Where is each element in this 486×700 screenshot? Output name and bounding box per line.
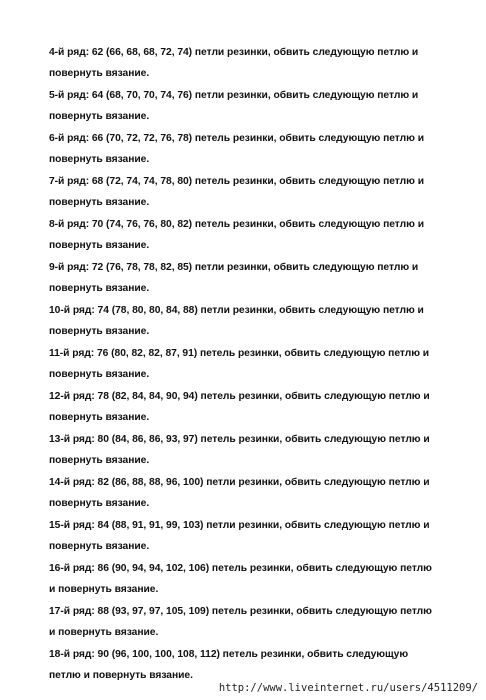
row-line-1: 12-й ряд: 78 (82, 84, 84, 90, 94) петель резинки, обвить следующую петлю и <box>49 391 430 402</box>
row-line-1: 15-й ряд: 84 (88, 91, 91, 99, 103) петли резинки, обвить следующую петлю и <box>49 520 430 531</box>
document-page <box>49 42 469 687</box>
instruction-row-15 <box>49 515 469 557</box>
row-line-2: повернуть вязание. <box>49 283 150 294</box>
row-line-2: повернуть вязание. <box>49 326 150 337</box>
instruction-row-4 <box>49 42 469 84</box>
row-line-2: и повернуть вязание. <box>49 627 159 638</box>
row-line-1: 5-й ряд: 64 (68, 70, 70, 74, 76) петли резинки, обвить следующую петлю и <box>49 90 419 101</box>
row-line-2: повернуть вязание. <box>49 455 150 466</box>
instruction-row-13 <box>49 429 469 471</box>
instruction-row-6 <box>49 128 469 170</box>
row-line-1: 13-й ряд: 80 (84, 86, 86, 93, 97) петель резинки, обвить следующую петлю и <box>49 434 430 445</box>
source-url: http://www.liveinternet.ru/users/4511209/ <box>218 682 478 694</box>
row-line-1: 4-й ряд: 62 (66, 68, 68, 72, 74) петли резинки, обвить следующую петлю и <box>49 47 419 58</box>
row-line-2: повернуть вязание. <box>49 68 150 79</box>
row-line-1: 10-й ряд: 74 (78, 80, 80, 84, 88) петли резинки, обвить следующую петлю и <box>49 305 424 316</box>
row-line-1: 17-й ряд: 88 (93, 97, 97, 105, 109) петель резинки, обвить следующую петлю <box>49 606 432 617</box>
row-line-2: и повернуть вязание. <box>49 584 159 595</box>
instruction-row-16 <box>49 558 469 600</box>
instruction-row-17 <box>49 601 469 643</box>
instruction-row-7 <box>49 171 469 213</box>
instruction-row-12 <box>49 386 469 428</box>
row-line-1: 11-й ряд: 76 (80, 82, 82, 87, 91) петель резинки, обвить следующую петлю и <box>49 348 430 359</box>
row-line-1: 7-й ряд: 68 (72, 74, 74, 78, 80) петель резинки, обвить следующую петлю и <box>49 176 424 187</box>
instruction-row-11 <box>49 343 469 385</box>
row-line-2: повернуть вязание. <box>49 498 150 509</box>
row-line-1: 16-й ряд: 86 (90, 94, 94, 102, 106) петель резинки, обвить следующую петлю <box>49 563 432 574</box>
row-line-1: 14-й ряд: 82 (86, 88, 88, 96, 100) петли резинки, обвить следующую петлю и <box>49 477 430 488</box>
instruction-row-18 <box>49 644 469 686</box>
row-line-2: повернуть вязание. <box>49 154 150 165</box>
instruction-row-9 <box>49 257 469 299</box>
row-line-1: 9-й ряд: 72 (76, 78, 78, 82, 85) петли резинки, обвить следующую петлю и <box>49 262 419 273</box>
instruction-row-10 <box>49 300 469 342</box>
row-line-2: повернуть вязание. <box>49 369 150 380</box>
row-line-1: 6-й ряд: 66 (70, 72, 72, 76, 78) петель резинки, обвить следующую петлю и <box>49 133 424 144</box>
row-line-2: петлю и повернуть вязание. <box>49 670 193 681</box>
instruction-row-8 <box>49 214 469 256</box>
row-line-1: 8-й ряд: 70 (74, 76, 76, 80, 82) петель резинки, обвить следующую петлю и <box>49 219 424 230</box>
row-line-2: повернуть вязание. <box>49 111 150 122</box>
instruction-row-5 <box>49 85 469 127</box>
instruction-row-14 <box>49 472 469 514</box>
row-line-2: повернуть вязание. <box>49 240 150 251</box>
row-line-1: 18-й ряд: 90 (96, 100, 100, 108, 112) петель резинки, обвить следующую <box>49 649 409 660</box>
row-line-2: повернуть вязание. <box>49 412 150 423</box>
row-line-2: повернуть вязание. <box>49 197 150 208</box>
row-line-2: повернуть вязание. <box>49 541 150 552</box>
